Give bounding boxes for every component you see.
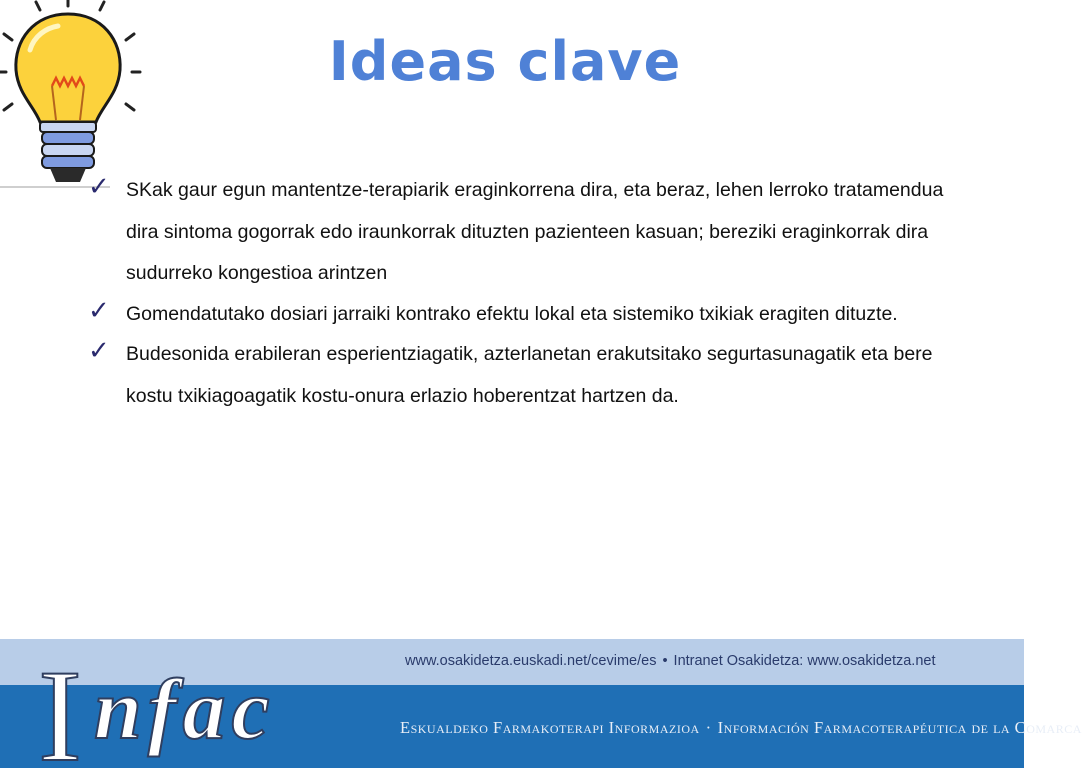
footer-tagline xyxy=(400,718,1082,738)
separator-dot: · xyxy=(705,718,712,737)
svg-text:nfac: nfac xyxy=(94,661,276,757)
bullet-text: SKak gaur egun mantentze-terapiarik eraginkorrena dira, eta beraz, lehen lerroko tratamendua dira sintoma gogorrak edo iraunkorrak dituzten pazienteen kasuan; bereziki eraginkorrak dira sudurreko kongestioa arintzen xyxy=(126,179,944,284)
cevime-link[interactable]: www.osakidetza.euskadi.net/cevime/es xyxy=(405,653,657,669)
checkmark-icon: ✓ xyxy=(88,335,110,365)
tagline-basque: Eskualdeko Farmakoterapi Informazioa xyxy=(400,718,700,737)
bullet-text: Gomendatutako dosiari jarraiki kontrako efektu lokal eta sistemiko txikiak eragiten dituzte. xyxy=(126,302,898,325)
footer-banner xyxy=(0,639,1082,768)
svg-text:I: I xyxy=(38,642,82,768)
list-item xyxy=(88,294,958,336)
footer-urls xyxy=(405,653,936,669)
list-item xyxy=(88,170,958,295)
list-item xyxy=(88,334,958,417)
checkmark-icon: ✓ xyxy=(88,171,110,201)
slide-title: Ideas clave xyxy=(328,30,682,93)
checkmark-icon: ✓ xyxy=(88,294,110,325)
key-ideas-list xyxy=(88,170,958,416)
tagline-spanish: Información Farmacoterapéutica de la Comarca xyxy=(717,718,1082,737)
lightbulb-icon xyxy=(0,0,145,192)
intranet-link[interactable]: Intranet Osakidetza: www.osakidetza.net xyxy=(673,653,936,669)
bullet-text: Budesonida erabileran esperientziagatik, azterlanetan erakutsitako segurtasunagatik eta bere kostu txikiagoagatik kostu-onura erlazio hoberentzat hartzen da. xyxy=(126,343,933,407)
infac-logo xyxy=(36,642,336,768)
separator-dot: • xyxy=(662,653,668,669)
